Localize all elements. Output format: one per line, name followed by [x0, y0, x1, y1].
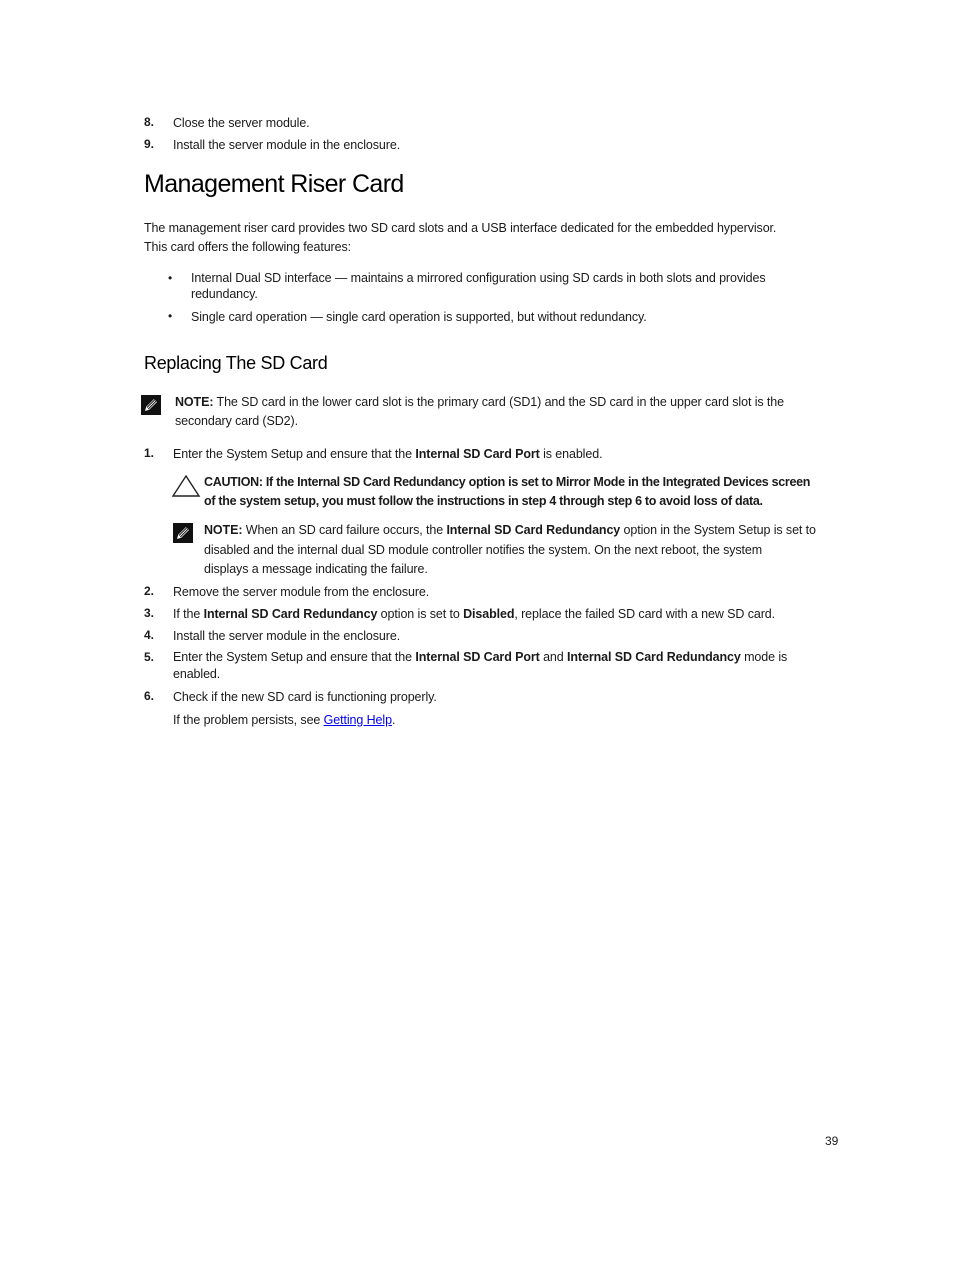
- note-text: [204, 521, 816, 580]
- note-line: When an SD card failure occurs, the: [242, 523, 447, 537]
- step-text-part: and: [539, 650, 568, 664]
- ui-term: Internal SD Card Redundancy: [567, 650, 741, 664]
- bullet-line: redundancy.: [191, 287, 258, 301]
- note-line: disabled and the internal dual SD module controller notifies the system. On the next reboot, the system: [204, 542, 763, 557]
- step-number: 2.: [144, 584, 155, 598]
- feature-bullet: Single card operation — single card operation is supported, but without redundancy.: [191, 310, 647, 324]
- step-text-part: , replace the failed SD card with a new SD card.: [514, 607, 775, 621]
- step-number: 5.: [144, 650, 155, 664]
- step-text: Check if the new SD card is functioning properly.: [173, 690, 437, 704]
- section-title: Management Riser Card: [144, 170, 404, 198]
- step-text: [173, 649, 787, 683]
- intro-line: The management riser card provides two SD card slots and a USB interface dedicated for the embedded hypervisor.: [144, 221, 777, 235]
- caution-text: [204, 473, 810, 511]
- step-text: [173, 605, 775, 624]
- step-text-part: If the: [173, 607, 204, 621]
- ui-term: Internal SD Card Redundancy: [203, 607, 378, 621]
- note-pencil-icon: [173, 523, 193, 543]
- step-text: Install the server module in the enclosure.: [173, 629, 401, 643]
- intro-paragraph: [144, 219, 776, 257]
- step-text: Install the server module in the enclosure.: [173, 138, 401, 152]
- step-number: 8.: [144, 115, 155, 129]
- step-text-part: enabled.: [173, 667, 221, 681]
- getting-help-link[interactable]: Getting Help: [323, 713, 392, 727]
- step-text: Close the server module.: [173, 116, 310, 130]
- note-label: NOTE:: [204, 523, 243, 537]
- step-number: 3.: [144, 606, 155, 620]
- bullet-icon: •: [168, 271, 173, 285]
- step-text-part: mode is: [740, 650, 788, 664]
- ui-term: Internal SD Card Redundancy: [446, 523, 621, 537]
- ui-term: Disabled: [463, 607, 515, 621]
- page-number: 39: [825, 1134, 839, 1148]
- feature-bullet: [191, 270, 766, 302]
- step-number: 4.: [144, 628, 155, 642]
- step-text: Remove the server module from the enclosure.: [173, 585, 430, 599]
- note-label: NOTE:: [175, 395, 214, 409]
- bullet-line: Internal Dual SD interface — maintains a mirrored configuration using SD cards in both slots and provides: [191, 271, 766, 285]
- step-number: 6.: [144, 689, 155, 703]
- step-text-part: Enter the System Setup and ensure that the: [173, 650, 416, 664]
- ui-term: Internal SD Card Port: [415, 650, 540, 664]
- step-subtext: [173, 711, 395, 730]
- caution-triangle-icon: [171, 474, 201, 498]
- note-line: option in the System Setup is set to: [620, 523, 816, 537]
- note-line: displays a message indicating the failure.: [204, 562, 428, 576]
- step-number: 9.: [144, 137, 155, 151]
- step-number: 1.: [144, 446, 155, 460]
- note-pencil-icon: [141, 395, 161, 415]
- ui-term: Internal SD Card Port: [415, 447, 540, 461]
- bullet-icon: •: [168, 309, 173, 323]
- intro-line: This card offers the following features:: [144, 240, 351, 254]
- step-text-part: Enter the System Setup and ensure that the: [173, 447, 416, 461]
- subsection-title: Replacing The SD Card: [144, 353, 328, 373]
- step-text-part: If the problem persists, see: [173, 713, 324, 727]
- note-text: [175, 393, 784, 431]
- step-text-part: option is set to: [377, 607, 464, 621]
- note-line: The SD card in the lower card slot is the primary card (SD1) and the SD card in the upper card slot is the: [213, 395, 784, 409]
- step-text: [173, 445, 602, 464]
- step-text-part: is enabled.: [539, 447, 603, 461]
- step-text-part: .: [391, 713, 396, 727]
- caution-line: CAUTION: If the Internal SD Card Redundancy option is set to Mirror Mode in the Integrated Devices screen: [204, 475, 811, 489]
- caution-line: of the system setup, you must follow the instructions in step 4 through step 6 to avoid loss of data.: [204, 494, 763, 508]
- note-line: secondary card (SD2).: [175, 414, 298, 428]
